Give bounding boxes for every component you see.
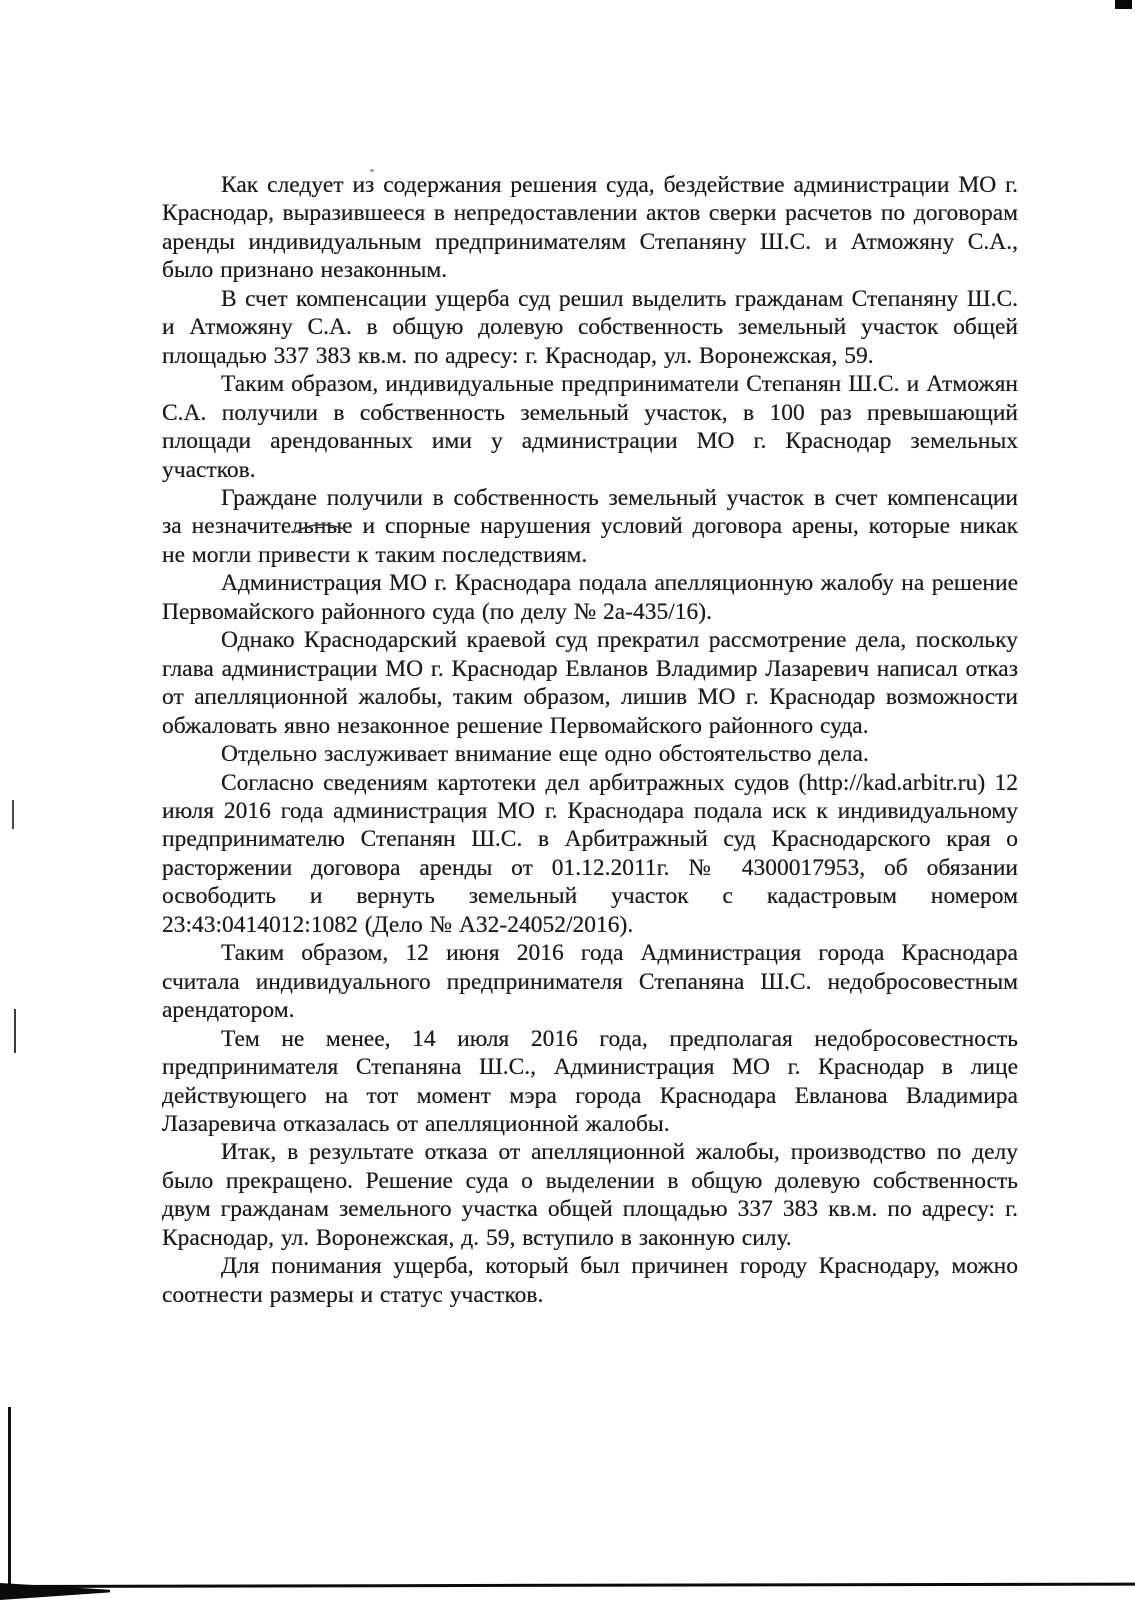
scan-line-bottom xyxy=(0,1583,1135,1588)
scan-mark-left-upper xyxy=(12,800,14,829)
paragraph: Отдельно заслуживает внимание еще одно обстоятельство дела. xyxy=(221,741,869,768)
paragraph: Администрация МО г. Краснодара подала апелляционную жалобу на решение Первомайского районного суда (по делу № 2а-435/16). xyxy=(162,570,1018,625)
paragraph: Таким образом, индивидуальные предприниматели Степанян Ш.С. и Атможян С.А. получили в собственность земельный участок, в 100 раз превышающий площади арендованных ими у администрации МО г. Краснодар земельных участков. xyxy=(162,371,1018,483)
paragraph: Для понимания ущерба, который был причинен городу Краснодару, можно соотнести размеры и статус участков. xyxy=(162,1253,1018,1308)
pen-arc-mark xyxy=(295,522,345,534)
paragraph: Итак, в результате отказа от апелляционной жалобы, производство по делу было прекращено. Решение суда о выделении в общую долевую собственность двум гражданам земельного участка общей площадью 337 383 кв.м. по адресу: г. Краснодар, ул. Воронежская, д. 59, вступило в законную силу. xyxy=(162,1139,1018,1251)
scan-mark-top-right xyxy=(1115,0,1132,9)
scan-line-left-bottom xyxy=(8,1407,11,1587)
paragraph: Согласно сведениям картотеки дел арбитражных судов (http://kad.arbitr.ru) 12 июля 2016 года администрация МО г. Краснодара подала иск к индивидуальному предпринимателю Степанян Ш.С. в Арбитражный суд Краснодарского края о расторжении договора аренды от 01.12.2011г. № 4300017953, об обязании освободить и вернуть земельный участок с кадастровым номером 23:43:0414012:1082 (Дело № А32-24052/2016). xyxy=(162,769,1018,938)
paragraph: Однако Краснодарский краевой суд прекратил рассмотрение дела, поскольку глава администрации МО г. Краснодар Евланов Владимир Лазаревич написал отказ от апелляционной жалобы, таким образом, лишив МО г. Краснодар возможности обжаловать явно незаконное решение Первомайского районного суда. xyxy=(162,627,1018,739)
document-text xyxy=(162,171,1018,1309)
paragraph: В счет компенсации ущерба суд решил выделить гражданам Степаняну Ш.С. и Атможяну С.А. в общую долевую собственность земельный участок общей площадью 337 383 кв.м. по адресу: г. Краснодар, ул. Воронежская, 59. xyxy=(162,285,1018,369)
paragraph: Таким образом, 12 июня 2016 года Администрация города Краснодара считала индивидуального предпринимателя Степаняна Ш.С. недобросовестным арендатором. xyxy=(162,940,1018,1024)
paragraph: Как следует из содержания решения суда, бездействие администрации МО г. Краснодар, выразившееся в непредоставлении актов сверки расчетов по договорам аренды индивидуальным предпринимателям Степаняну Ш.С. и Атможяну С.А., было признано незаконным. xyxy=(162,172,1018,284)
scan-mark-left-lower xyxy=(14,1009,16,1053)
paragraph: Граждане получили в собственность земельный участок в счет компенсации за незначительные и спорные нарушения условий договора арены, которые никак не могли привести к таким последствиям. xyxy=(162,484,1018,568)
paragraph: Тем не менее, 14 июля 2016 года, предполагая недобросовестность предпринимателя Степаняна Ш.С., Администрация МО г. Краснодар в лице действующего на тот момент мэра города Краснодара Евланова Владимира Лазаревича отказалась от апелляционной жалобы. xyxy=(162,1025,1018,1137)
scan-speck xyxy=(370,169,374,172)
